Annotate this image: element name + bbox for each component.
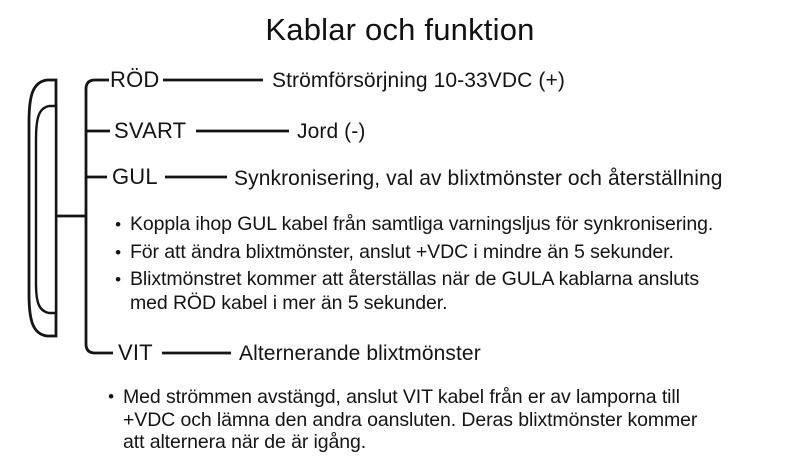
beacon-side-view-inner-icon <box>36 106 56 313</box>
note-text <box>130 213 713 237</box>
note-text <box>130 241 674 265</box>
note-line: med RÖD kabel i mer än 5 sekunder. <box>130 291 448 314</box>
vit-notes-list <box>106 386 697 458</box>
list-item <box>113 268 713 315</box>
wire-description-vit: Alternerande blixtmönster <box>239 342 481 365</box>
list-item <box>113 241 713 265</box>
note-line: För att ändra blixtmönster, anslut +VDC i mindre än 5 sekunder. <box>130 240 674 263</box>
list-item <box>106 386 697 454</box>
wire-label-svart: SVART <box>114 118 187 143</box>
wire-description-svart: Jord (-) <box>297 120 366 143</box>
wire-description-rod: Strömförsörjning 10-33VDC (+) <box>272 69 565 92</box>
wire-label-rod: RÖD <box>110 67 160 92</box>
wire-label-vit: VIT <box>118 340 153 365</box>
wire-bracket-line <box>86 80 113 353</box>
wire-description-gul: Synkronisering, val av blixtmönster och återställning <box>234 167 723 190</box>
note-line: Blixtmönstret kommer att återställas när de GULA kablarna ansluts <box>130 268 699 290</box>
wire-label-gul: GUL <box>112 164 158 189</box>
list-item <box>113 213 713 237</box>
page-title: Kablar och funktion <box>265 12 535 47</box>
note-line: Koppla ihop GUL kabel från samtliga varningsljus för synkronisering. <box>130 213 714 235</box>
note-text <box>130 268 699 315</box>
bullet-icon: • <box>108 387 114 406</box>
note-text <box>123 386 697 454</box>
gul-notes-list <box>113 213 713 319</box>
bullet-icon: • <box>115 270 121 289</box>
note-line: Med strömmen avstängd, anslut VIT kabel från er av lamporna till <box>123 386 680 408</box>
bullet-icon: • <box>115 242 121 262</box>
bullet-icon: • <box>115 215 121 234</box>
note-line: +VDC och lämna den andra oansluten. Deras blixtmönster kommer <box>123 408 698 431</box>
note-line: att alternera när de är igång. <box>123 431 367 453</box>
